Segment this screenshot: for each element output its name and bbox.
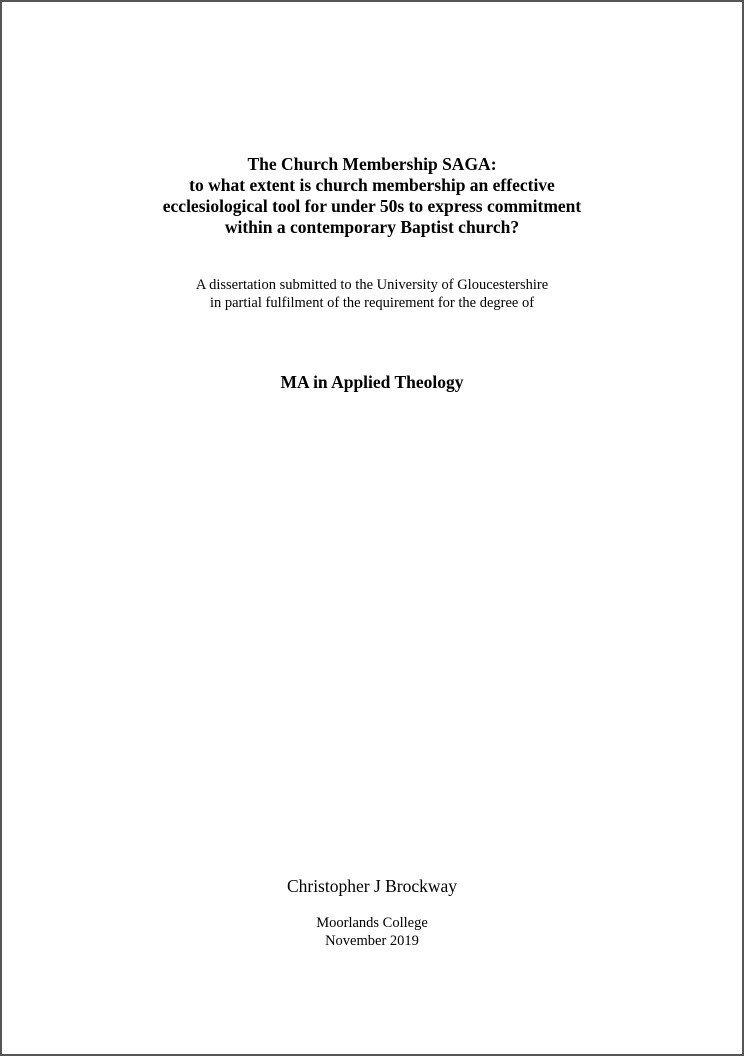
dissertation-title	[2, 154, 742, 238]
author-name: Christopher J Brockway	[286, 876, 458, 896]
submission-statement	[2, 276, 742, 312]
degree-name: MA in Applied Theology	[280, 372, 464, 392]
title-line: within a contemporary Baptist church?	[224, 217, 520, 237]
institution-name: Moorlands College	[316, 915, 428, 931]
title-line: ecclesiological tool for under 50s to express commitment	[162, 196, 582, 216]
title-line: The Church Membership SAGA:	[247, 154, 497, 174]
submission-line: A dissertation submitted to the University of Gloucestershire	[195, 277, 549, 293]
submission-date: November 2019	[325, 933, 419, 949]
institution-and-date	[2, 914, 742, 950]
title-line: to what extent is church membership an effective	[189, 175, 555, 195]
submission-line: in partial fulfilment of the requirement for the degree of	[209, 295, 535, 311]
